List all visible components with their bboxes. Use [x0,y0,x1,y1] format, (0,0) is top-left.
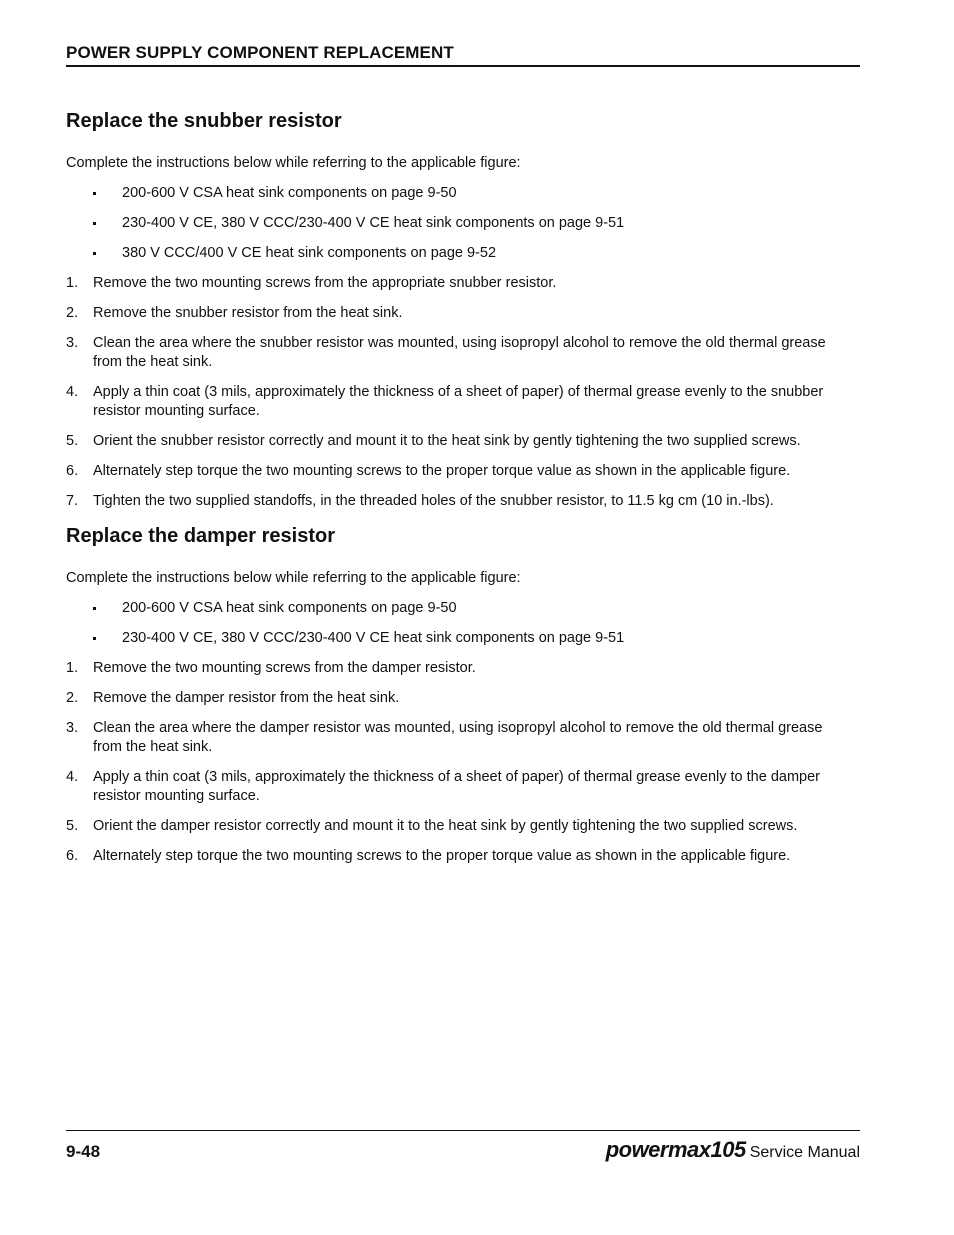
step-number: 1. [66,275,79,291]
step-item [66,768,860,806]
step-text: Apply a thin coat (3 mils, approximately the thickness of a sheet of paper) of thermal grease evenly to the snubber resistor mounting surface. [93,384,824,419]
list-item-text: 200-600 V CSA heat sink components on page 9-50 [122,600,457,616]
figure-reference-list [66,599,860,648]
list-item [66,244,860,263]
step-item [66,719,860,757]
step-item [66,817,860,836]
step-text: Remove the two mounting screws from the damper resistor. [93,660,476,676]
step-text: Remove the snubber resistor from the heat sink. [93,305,403,321]
section-intro: Complete the instructions below while referring to the applicable figure: [66,155,521,171]
step-number: 5. [66,433,79,449]
procedure-steps [66,274,860,511]
step-item [66,383,860,421]
step-number: 5. [66,818,79,834]
step-number: 3. [66,720,79,736]
list-item-text: 380 V CCC/400 V CE heat sink components on page 9-52 [122,245,497,261]
list-item [66,184,860,203]
step-text: Alternately step torque the two mounting screws to the proper torque value as shown in the applicable figure. [93,463,791,479]
step-number: 4. [66,769,79,785]
page-footer [66,1130,860,1163]
step-item [66,334,860,372]
figure-reference-list [66,184,860,263]
step-number: 2. [66,690,79,706]
list-item [66,214,860,233]
section-snubber-resistor [66,108,860,511]
step-text: Orient the damper resistor correctly and mount it to the heat sink by gently tightening the two supplied screws. [93,818,798,834]
page-number: 9-48 [66,1142,101,1161]
step-item [66,847,860,866]
step-text: Apply a thin coat (3 mils, approximately the thickness of a sheet of paper) of thermal grease evenly to the damper resistor mounting surface. [93,769,820,804]
page-header [66,43,860,67]
step-item [66,689,860,708]
section-intro: Complete the instructions below while referring to the applicable figure: [66,570,521,586]
step-text: Alternately step torque the two mounting screws to the proper torque value as shown in the applicable figure. [93,848,791,864]
step-number: 6. [66,848,79,864]
list-item-text: 230-400 V CE, 380 V CCC/230-400 V CE heat sink components on page 9-51 [122,630,625,646]
procedure-steps [66,659,860,866]
step-number: 2. [66,305,79,321]
page-content [66,108,860,877]
step-item [66,274,860,293]
section-damper-resistor [66,523,860,866]
step-item [66,304,860,323]
bullet-icon [93,607,96,610]
list-item [66,599,860,618]
step-number: 1. [66,660,79,676]
bullet-icon [93,192,96,195]
bullet-icon [93,252,96,255]
step-number: 7. [66,493,79,509]
step-item [66,492,860,511]
step-number: 4. [66,384,79,400]
step-text: Remove the damper resistor from the heat sink. [93,690,400,706]
manual-label: Service Manual [749,1144,860,1161]
list-item-text: 230-400 V CE, 380 V CCC/230-400 V CE heat sink components on page 9-51 [122,215,625,231]
step-item [66,462,860,481]
header-title: POWER SUPPLY COMPONENT REPLACEMENT [66,43,454,62]
list-item [66,629,860,648]
brand-logo: powermax105 [605,1137,746,1162]
bullet-icon [93,222,96,225]
step-text: Remove the two mounting screws from the appropriate snubber resistor. [93,275,557,291]
section-heading: Replace the snubber resistor [66,110,342,132]
step-number: 3. [66,335,79,351]
step-text: Tighten the two supplied standoffs, in the threaded holes of the snubber resistor, to 11.5 kg cm (10 in.-lbs). [93,493,774,509]
step-item [66,432,860,451]
step-text: Orient the snubber resistor correctly and mount it to the heat sink by gently tightening the two supplied screws. [93,433,801,449]
section-heading: Replace the damper resistor [66,525,335,547]
footer-product [606,1137,860,1163]
step-text: Clean the area where the snubber resistor was mounted, using isopropyl alcohol to remove the old thermal grease from the heat sink. [93,335,826,370]
step-text: Clean the area where the damper resistor was mounted, using isopropyl alcohol to remove the old thermal grease from the heat sink. [93,720,823,755]
step-item [66,659,860,678]
list-item-text: 200-600 V CSA heat sink components on page 9-50 [122,185,457,201]
step-number: 6. [66,463,79,479]
bullet-icon [93,637,96,640]
